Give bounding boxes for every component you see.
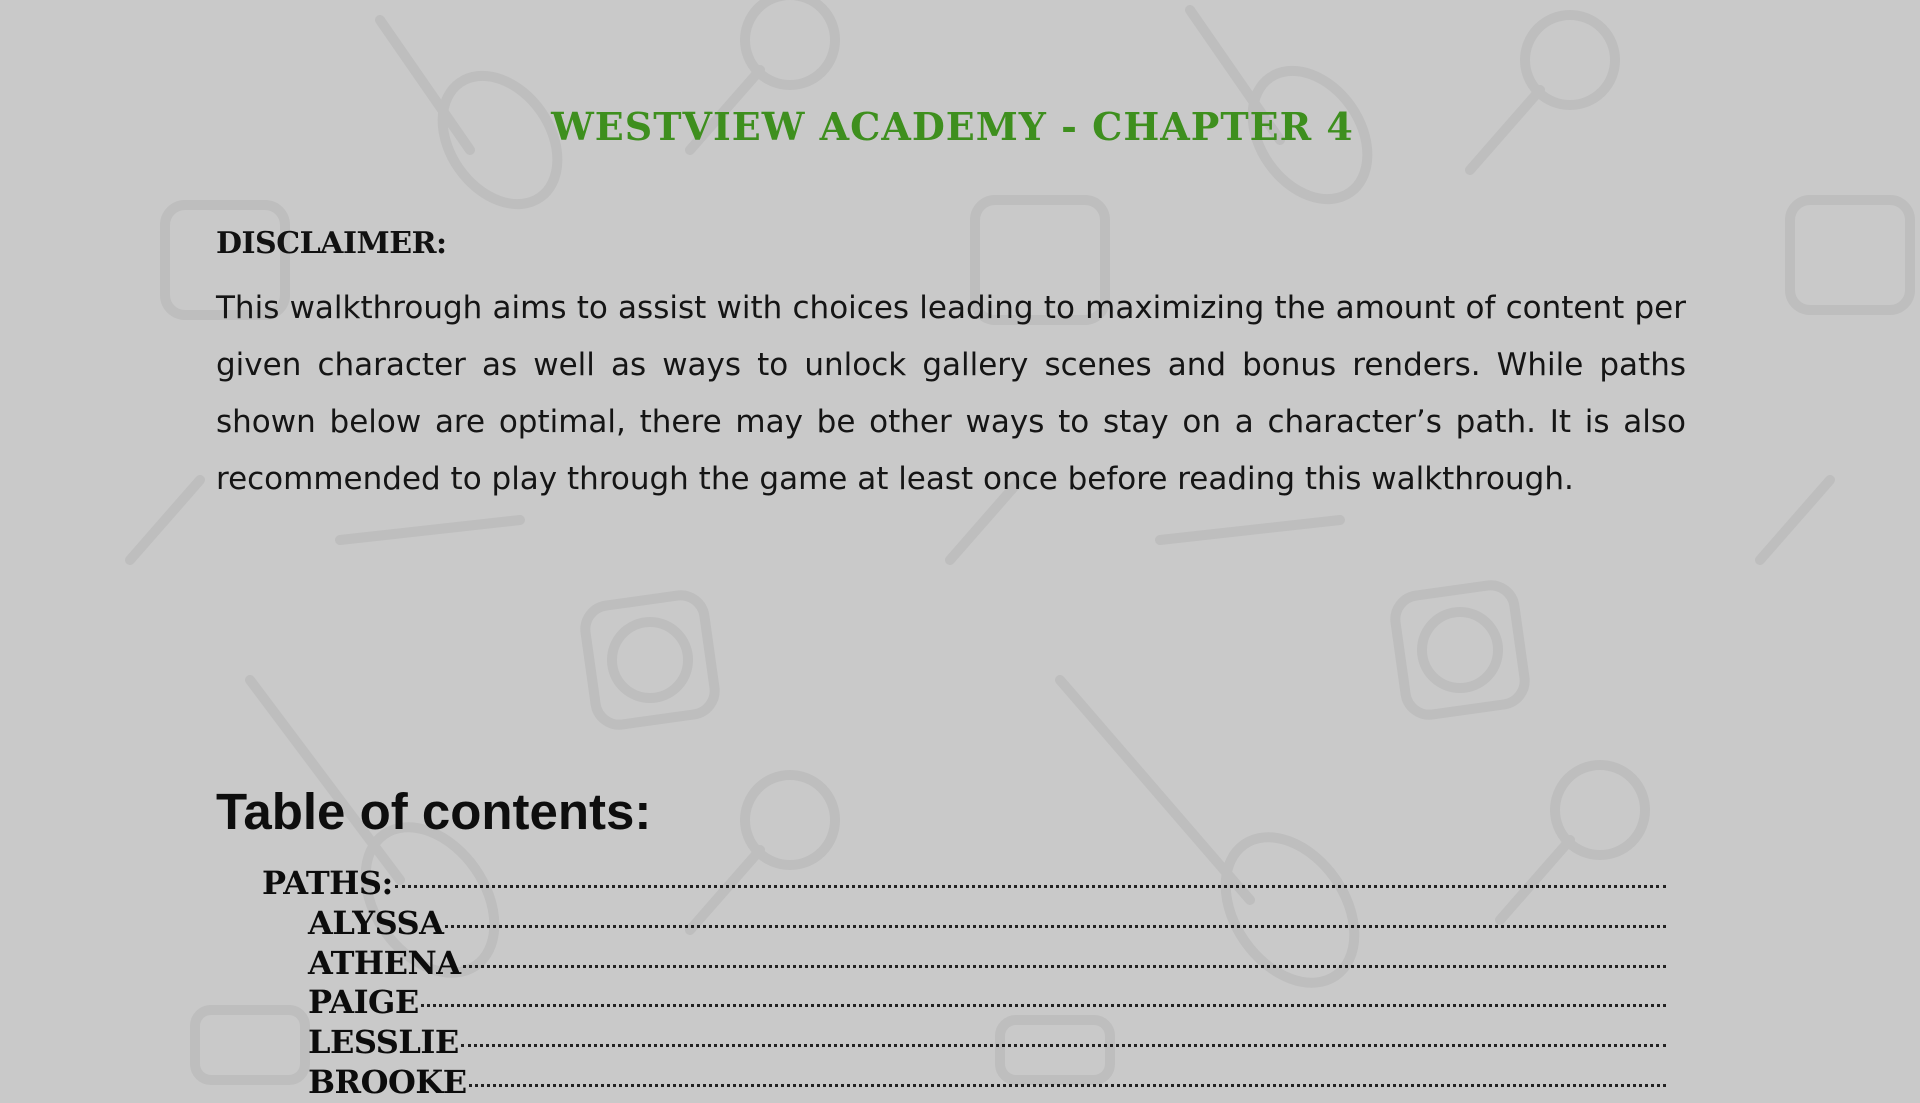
toc-entry-paige[interactable] [308, 983, 1666, 1023]
dot-leader [421, 1004, 1666, 1007]
dot-leader [395, 885, 1666, 888]
dot-leader [469, 1084, 1666, 1087]
toc-entry-label: BROOKE [308, 1063, 467, 1101]
toc-entry-label: ATHENA [308, 944, 461, 982]
toc-entry-label: LESSLIE [308, 1023, 459, 1061]
document-title: WESTVIEW ACADEMY - CHAPTER 4 [551, 104, 1354, 149]
toc-entry-alyssa[interactable] [308, 904, 1666, 944]
toc-entry-label: PAIGE [308, 983, 419, 1021]
toc-entry-lesslie[interactable] [308, 1023, 1666, 1063]
toc-entry-label: PATHS: [262, 864, 393, 902]
disclaimer-heading: DISCLAIMER: [216, 226, 447, 261]
disclaimer-paragraph: This walkthrough aims to assist with choices leading to maximizing the amount of content per given character as well as ways to unlock gallery scenes and bonus renders. While paths shown below are optimal, there may be other ways to stay on a character’s path. It is also recommended to play through the game at least once before reading this walkthrough. [216, 290, 1686, 497]
toc-entry-label: ALYSSA [308, 904, 444, 942]
dot-leader [445, 925, 1666, 928]
toc-entry-brooke[interactable] [308, 1063, 1666, 1103]
table-of-contents-heading: Table of contents: [216, 783, 652, 840]
dot-leader [461, 1044, 1666, 1047]
dot-leader [463, 965, 1666, 968]
toc-entry-athena[interactable] [308, 944, 1666, 984]
toc-entry-paths[interactable] [262, 864, 1666, 904]
